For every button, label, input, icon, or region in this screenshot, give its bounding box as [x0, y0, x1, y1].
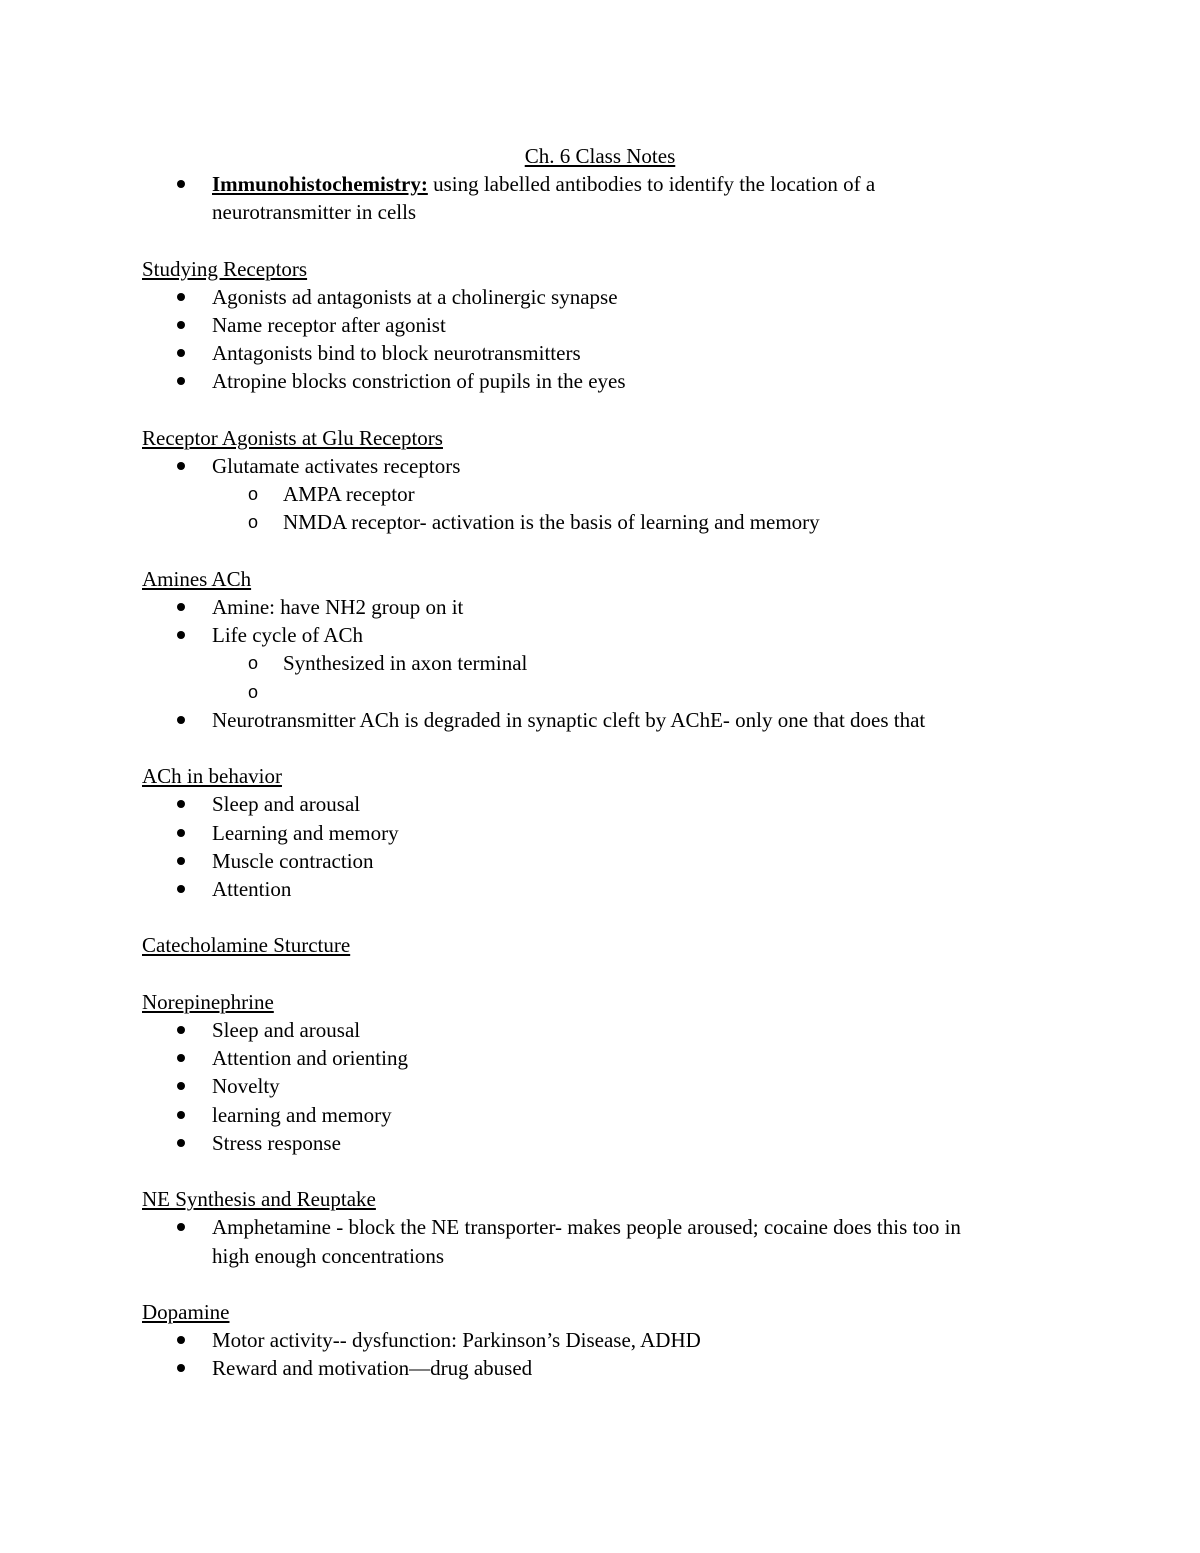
list-item: Sleep and arousal — [212, 1017, 361, 1042]
list-item: learning and memory — [212, 1102, 392, 1127]
list-item: Agonists ad antagonists at a cholinergic synapse — [212, 284, 618, 309]
list-item: Attention — [212, 877, 292, 901]
term-definition-continued: neurotransmitter in cells — [212, 200, 417, 225]
circle-bullet-icon: o — [248, 681, 259, 702]
list-item: Attention and orienting — [212, 1046, 408, 1071]
list-item: Amine: have NH2 group on it — [212, 595, 464, 619]
section-heading: Dopamine — [142, 1299, 230, 1324]
sub-list-item: o NMDA receptor- activation is the basis of learning and memory — [142, 508, 1062, 536]
list-item: Antagonists bind to block neurotransmitters — [212, 341, 581, 366]
list-item: Glutamate activates receptors — [212, 454, 461, 478]
circle-bullet-icon: o — [248, 484, 259, 505]
list-item: Muscle contraction — [212, 848, 374, 873]
section-heading: NE Synthesis and Reuptake — [142, 1187, 376, 1212]
list-item: Motor activity-- dysfunction: Parkinson’s Disease, ADHD — [212, 1328, 701, 1353]
list-item: Learning and memory — [212, 820, 399, 845]
list-item: Neurotransmitter ACh is degraded in synaptic cleft by AChE- only one that does that — [212, 707, 926, 732]
section-heading: Amines ACh — [142, 566, 252, 591]
list-item: Atropine blocks constriction of pupils in the eyes — [212, 369, 626, 394]
list-item: Life cycle of ACh — [212, 623, 364, 648]
list-item — [142, 170, 1062, 226]
sub-list-item: o Synthesized in axon terminal — [142, 649, 1062, 677]
page-title: Ch. 6 Class Notes — [524, 144, 676, 168]
notes-body — [142, 170, 1062, 1383]
circle-bullet-icon: o — [248, 653, 259, 674]
term-definition: using labelled antibodies to identify the location of a — [427, 172, 876, 196]
sub-list-item: o AMPA receptor — [142, 480, 1062, 508]
section-heading: Norepinephrine — [142, 989, 274, 1014]
circle-bullet-icon: o — [248, 512, 259, 533]
term-label: Immunohistochemistry: — [212, 172, 428, 196]
list-item: Sleep and arousal — [212, 792, 361, 817]
section-heading: Receptor Agonists at Glu Receptors — [142, 425, 443, 450]
section-heading: Studying Receptors — [142, 256, 308, 281]
section-heading: Catecholamine Sturcture — [142, 933, 351, 958]
sub-list-item — [142, 678, 1062, 706]
section-heading: ACh in behavior — [142, 764, 282, 789]
list-item: Name receptor after agonist — [212, 313, 446, 337]
list-item: Stress response — [212, 1130, 341, 1155]
list-item: Reward and motivation—drug abused — [212, 1356, 533, 1381]
list-item: Amphetamine - block the NE transporter- makes people aroused; cocaine does this too in high enough concentrations — [212, 1215, 961, 1268]
list-item: Novelty — [212, 1074, 280, 1099]
